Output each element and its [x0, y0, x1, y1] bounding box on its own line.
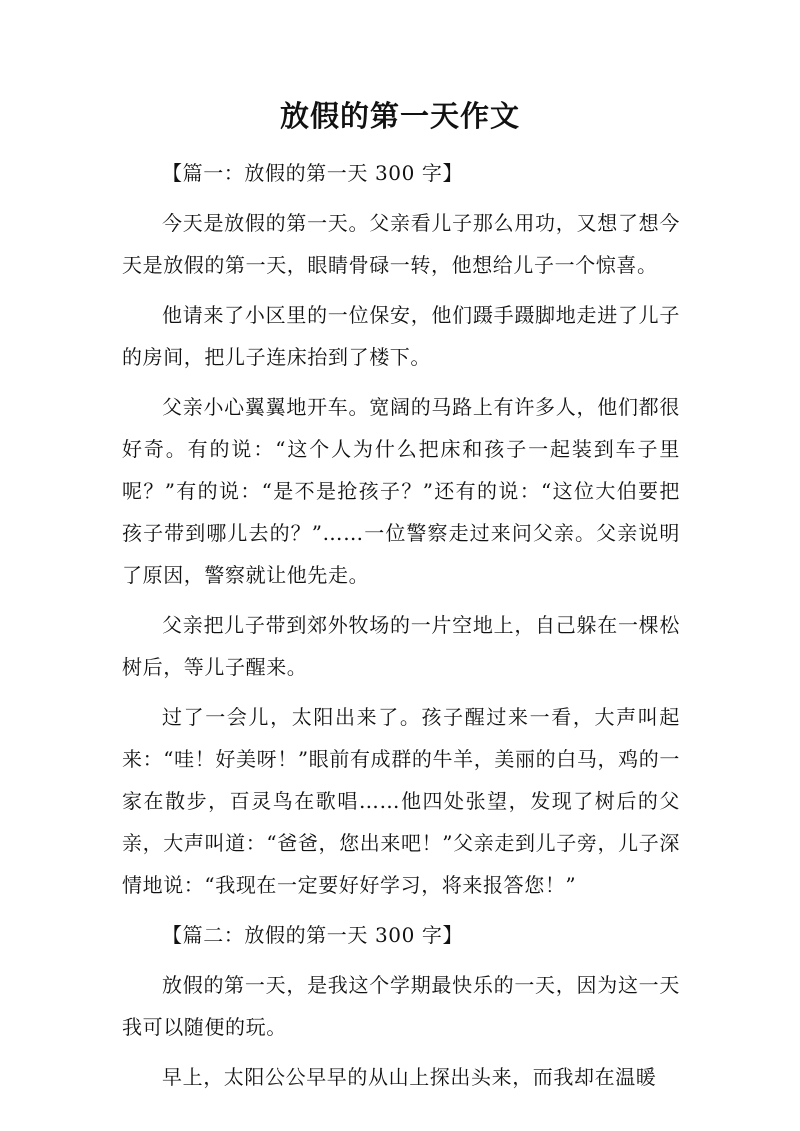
paragraph: 放假的第一天，是我这个学期最快乐的一天，因为这一天我可以随便的玩。: [122, 973, 680, 1039]
document-body: [122, 152, 680, 1106]
paragraph: 早上，太阳公公早早的从山上探出头来，而我却在温暖: [162, 1065, 657, 1089]
paragraph: 今天是放假的第一天。父亲看儿子那么用功，又想了想今天是放假的第一天，眼睛骨碌一转，他想给儿子一个惊喜。: [122, 211, 680, 277]
paragraph: 过了一会儿，太阳出来了。孩子醒过来一看，大声叫起来：“哇！好美呀！”眼前有成群的牛羊，美丽的白马，鸡的一家在散步，百灵鸟在歌唱……他四处张望，发现了树后的父亲，大声叫道：“爸爸，您出来吧！”父亲走到儿子旁，儿子深情地说：“我现在一定要好好学习，将来报答您！”: [122, 705, 680, 897]
paragraph: 父亲小心翼翼地开车。宽阔的马路上有许多人，他们都很好奇。有的说：“这个人为什么把床和孩子一起装到车子里呢？”有的说：“是不是抢孩子？”还有的说：“这位大伯要把孩子带到哪儿去的？”……一位警察走过来问父亲。父亲说明了原因，警察就让他先走。: [122, 395, 680, 587]
section-heading-2: 【篇二：放假的第一天 300 字】: [162, 923, 464, 947]
paragraph: 他请来了小区里的一位保安，他们蹑手蹑脚地走进了儿子的房间，把儿子连床抬到了楼下。: [122, 303, 680, 369]
document-title: 放假的第一天作文: [279, 99, 520, 133]
section-heading-1: 【篇一：放假的第一天 300 字】: [162, 161, 464, 185]
paragraph: 父亲把儿子带到郊外牧场的一片空地上，自己躲在一棵松树后，等儿子醒来。: [122, 613, 680, 679]
